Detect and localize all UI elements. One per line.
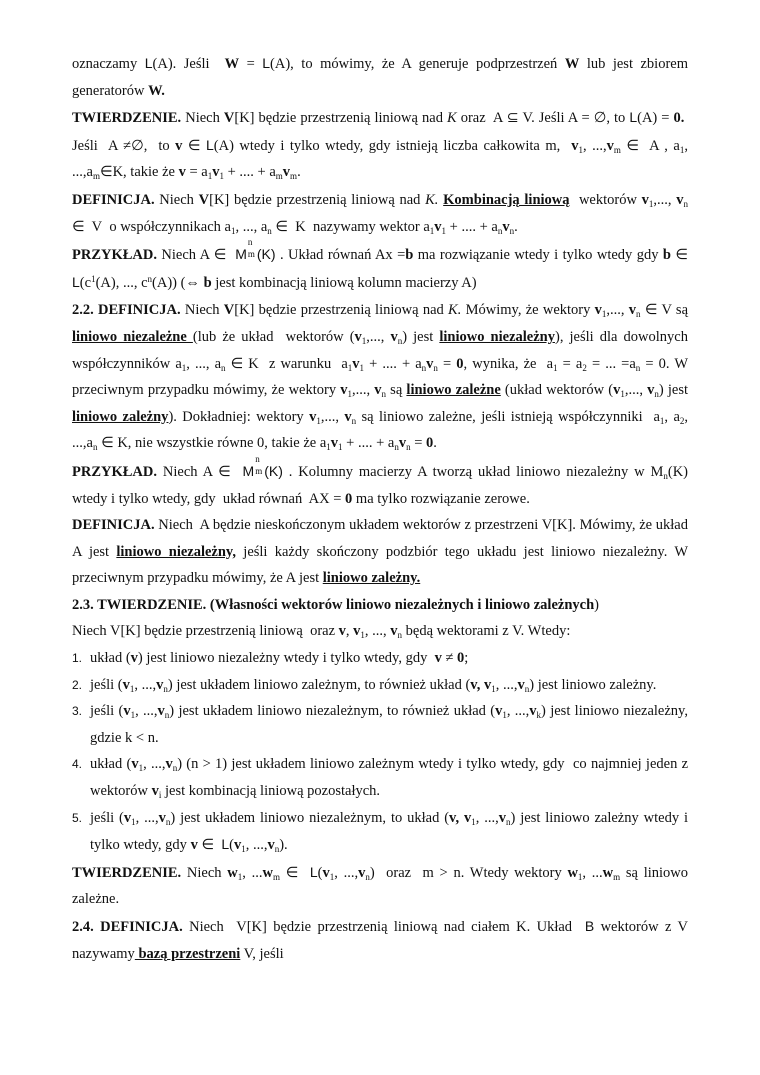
definition-infinite-system: DEFINICJA. Niech A będzie nieskończonym układem wektorów z przestrzeni V[K]. Mówimy, że układ A jest liniowo niezależny, jeśli każdy skończony podzbiór tego układu jest liniowo niezależny. W przeciwnym przypadku mówimy, że A jest liniowo zależny.: [72, 517, 689, 587]
list-number: 1.: [72, 651, 83, 666]
example-linear-system: PRZYKŁAD. Niech A ∈ M n m (K) . Układ równań Ax =b ma rozwiązanie wtedy i tylko wtedy gdy b ∈ $L(c^1(A)$, ..., $c^n(A)$) (⇔ b jest kombinacją liniową kolumn macierzy A): [72, 237, 688, 291]
list-number: 5.: [72, 810, 83, 825]
list-item: 1. układ (v) jest liniowo niezależny wtedy i tylko wtedy, gdy v ≠ 0;: [72, 645, 688, 672]
theorem-2-3-list: [72, 645, 688, 859]
theorem-dependent-vectors: TWIERDZENIE. Niech $w_1$, $...w_m$ ∈ $L(v_1$, $...,v_n$) oraz m > n. Wtedy wektory $w_1$, $...w_m$ są liniowo zależne.: [72, 863, 689, 908]
list-item: 4. układ ($v_1$, $...,v_n$) (n > 1) jest układem liniowo zależnym wtedy i tylko wtedy, gdy co najmniej jeden z wektorów $v_i$ jest kombinacją liniową pozostałych.: [72, 751, 688, 804]
theorem-2-3-heading: 2.3. TWIERDZENIE. (Własności wektorów liniowo niezależnych i liniowo zależnych): [72, 596, 599, 613]
list-number: 4.: [72, 757, 83, 772]
definition-2-4-basis: 2.4. DEFINICJA. Niech V[K] będzie przestrzenią liniową nad ciałem K. Układ B wektorów z V nazywamy bazą przestrzeni V, jeśli: [72, 918, 688, 962]
example-matrix-columns: PRZYKŁAD. Niech A ∈ M n m (K) . Kolumny macierzy A tworzą układ liniowo niezależny w $M_n(K)$ wtedy i tylko wtedy, gdy układ równań AX = 0 ma tylko rozwiązanie zerowe.: [72, 453, 688, 507]
list-item: 5. jeśli ($v_1$, $...,v_n$) jest układem liniowo niezależnym, to układ (v, $v_1$, $...,v_n$) jest liniowo zależny wtedy i tylko wtedy, gdy v ∈ $L(v_1$, $...,v_n$).: [72, 805, 688, 859]
theorem-linear-span: TWIERDZENIE. Niech V[K] będzie przestrzenią liniową nad K oraz A ⊆ V. Jeśli A = ∅, to L(A) = 0. Jeśli A ≠∅, to v ∈ L(A) wtedy i tylko wtedy, gdy istnieją liczba całkowita m, $v_1$, $...,v_m$ ∈ A , $a_1$, $...,a_m\in K$, takie że $v = a_1v_1$ + .... + $a_mv_m$.: [72, 109, 688, 182]
definition-linear-combination: DEFINICJA. Niech V[K] będzie przestrzenią liniową nad K. Kombinacją liniową wektorów $v_1$,..., $v_n$ ∈ V o współczynnikach $a_1$, ..., $a_n$ ∈ K nazywamy wektor $a_1v_1$ + .... + $a_nv_n$.: [72, 191, 689, 236]
definition-2-2-linear-independence: 2.2. DEFINICJA. Niech V[K] będzie przestrzenią liniową nad K. Mówimy, że wektory $v_1$,..., $v_n$ ∈ V są liniowo niezależne (lub że układ wektorów ($v_1$,..., $v_n$) jest liniowo niezależny), jeśli dla dowolnych współczynników $a_1$, ..., $a_n$ ∈ K z warunku $a_1v_1$ + .... + $a_nv_n = 0$, wynika, że $a_1 = a_2$ = ... $=a_n = 0$. W przeciwnym przypadku mówimy, że wektory $v_1$,..., $v_n$ są liniowo zależne (układ wektorów ($v_1$,..., $v_n$) jest liniowo zależny). Dokładniej: wektory $v_1$,..., $v_n$ są liniowo zależne, jeśli istnieją współczynniki $a_1$, $a_2$, $...,a_n$ ∈ K, nie wszystkie równe 0, takie że $a_1v_1$ + .... + $a_nv_n = 0$.: [72, 302, 689, 453]
list-number: 2.: [72, 677, 83, 692]
document-page: [72, 50, 688, 967]
paragraph-generators: oznaczamy L(A). Jeśli W = L(A), to mówimy, że A generuje podprzestrzeń W lub jest zbiorem generatorów W.: [72, 55, 688, 99]
list-number: 3.: [72, 704, 83, 719]
list-item: 2. jeśli ($v_1$, $...,v_n$) jest układem liniowo zależnym, to również układ (v, $v_1$, $...,v_n$) jest liniowo zależny.: [72, 672, 688, 699]
theorem-2-3-intro: Niech V[K] będzie przestrzenią liniową oraz v, $v_1$, ..., $v_n$ będą wektorami z V. Wtedy:: [72, 623, 571, 641]
list-item: 3. jeśli ($v_1$, $...,v_n$) jest układem liniowo niezależnym, to również układ ($v_1$, $...,v_k$) jest liniowo niezależny, gdzie k < n.: [72, 698, 688, 751]
